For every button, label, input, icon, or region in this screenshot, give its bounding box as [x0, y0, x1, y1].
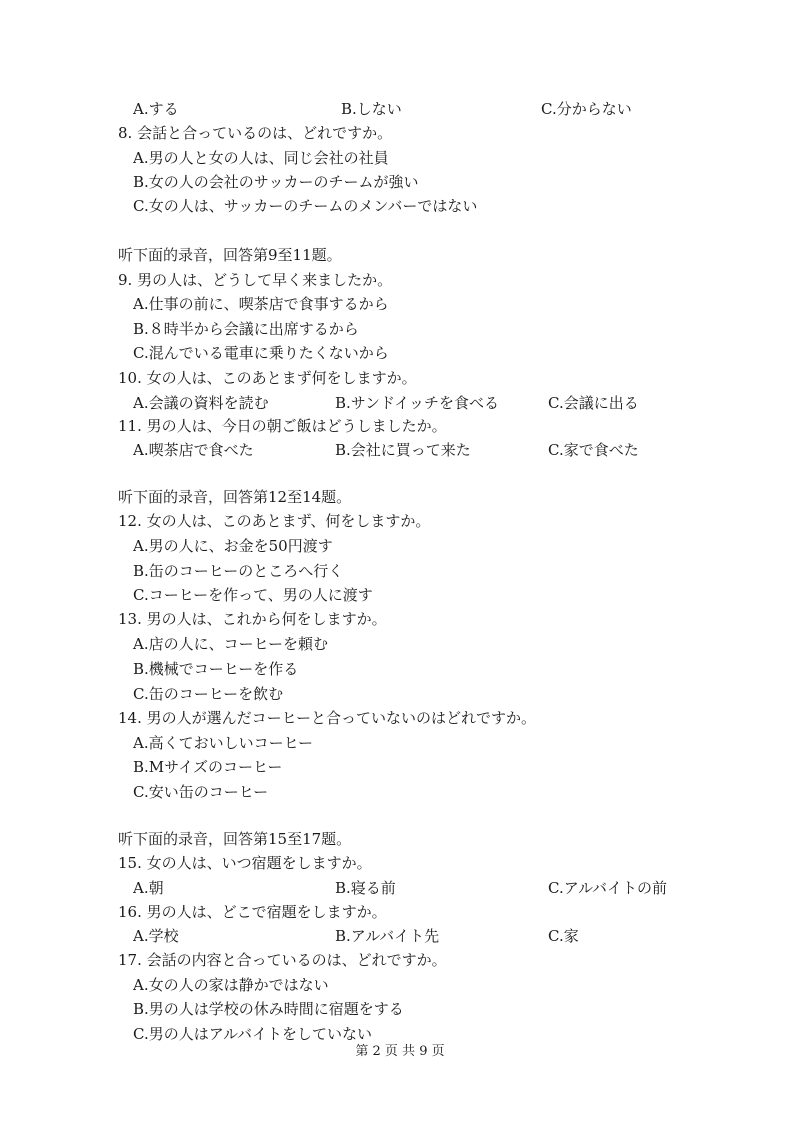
top-option-b: B.しない [341, 100, 402, 118]
question-11: 11. 男の人は、今日の朝ご飯はどうしましたか。 [118, 417, 447, 435]
q9-option-a: A.仕事の前に、喫茶店で食事するから [133, 295, 389, 313]
page-number-footer: 第 2 页 共 9 页 [355, 1044, 445, 1059]
question-9: 9. 男の人は、どうして早く来ましたか。 [118, 271, 393, 289]
q13-option-b: B.機械でコーヒーを作る [133, 660, 299, 678]
q10-option-b: B.サンドイッチを食べる [335, 394, 499, 412]
q16-option-a: A.学校 [133, 927, 179, 945]
question-17: 17. 会話の内容と合っているのは、どれですか。 [118, 951, 447, 969]
q13-option-a: A.店の人に、コーヒーを頼む [133, 635, 329, 653]
q12-option-b: B.缶のコーヒーのところへ行く [133, 562, 344, 580]
question-10: 10. 女の人は、このあとまず何をしますか。 [118, 369, 417, 387]
q14-option-c: C.安い缶のコーヒー [133, 783, 269, 801]
q15-option-a: A.朝 [133, 879, 164, 897]
q10-option-a: A.会議の資料を読む [133, 394, 269, 412]
q12-option-a: A.男の人に、お金を50円渡す [133, 537, 333, 555]
q16-option-c: C.家 [548, 927, 579, 945]
q17-option-b: B.男の人は学校の休み時間に宿題をする [133, 1000, 404, 1018]
top-option-c: C.分からない [541, 100, 632, 118]
question-13: 13. 男の人は、これから何をしますか。 [118, 610, 387, 628]
section-heading-12-14: 听下面的录音，回答第12至14题。 [118, 488, 352, 506]
q8-option-c: C.女の人は、サッカーのチームのメンバーではない [133, 197, 478, 215]
top-option-a: A.する [133, 100, 179, 118]
q11-option-b: B.会社に買って来た [335, 441, 471, 459]
q13-option-c: C.缶のコーヒーを飲む [133, 685, 284, 703]
q12-option-c: C.コーヒーを作って、男の人に渡す [133, 586, 373, 604]
q9-option-b: B.８時半から会議に出席するから [133, 320, 359, 338]
q16-option-b: B.アルバイト先 [335, 927, 440, 945]
q14-option-a: A.高くておいしいコーヒー [133, 734, 314, 752]
q17-option-a: A.女の人の家は静かではない [133, 976, 329, 994]
q15-option-c: C.アルバイトの前 [548, 879, 668, 897]
q11-option-c: C.家で食べた [548, 441, 639, 459]
q11-option-a: A.喫茶店で食べた [133, 441, 254, 459]
section-heading-9-11: 听下面的录音，回答第9至11题。 [118, 246, 342, 264]
q10-option-c: C.会議に出る [548, 394, 639, 412]
question-15: 15. 女の人は、いつ宿題をしますか。 [118, 854, 372, 872]
section-heading-15-17: 听下面的录音，回答第15至17题。 [118, 830, 352, 848]
question-8: 8. 会話と合っているのは、どれですか。 [118, 124, 393, 142]
q8-option-a: A.男の人と女の人は、同じ会社の社員 [133, 149, 389, 167]
question-16: 16. 男の人は、どこで宿題をしますか。 [118, 903, 387, 921]
question-14: 14. 男の人が選んだコーヒーと合っていないのはどれですか。 [118, 709, 537, 727]
q17-option-c: C.男の人はアルバイトをしていない [133, 1025, 373, 1043]
q15-option-b: B.寝る前 [335, 879, 396, 897]
question-12: 12. 女の人は、このあとまず、何をしますか。 [118, 512, 431, 530]
q14-option-b: B.Mサイズのコーヒー [133, 758, 283, 776]
q9-option-c: C.混んでいる電車に乗りたくないから [133, 344, 389, 362]
q8-option-b: B.女の人の会社のサッカーのチームが強い [133, 173, 419, 191]
